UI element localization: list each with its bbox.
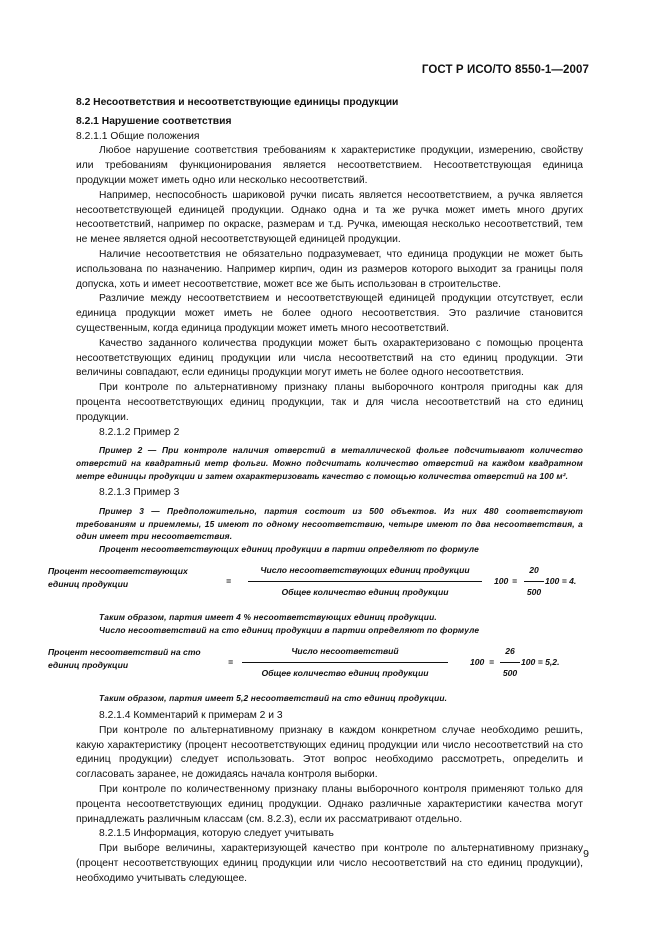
example-3-text: Пример 3 — Предположительно, партия состоит из 500 объектов. Из них 480 соответствуют требованиям и приемлемы, 15 имеют по одному несоответствию, четыре имеют по два несоответствия, а один имеет три несоответствия.	[76, 505, 583, 542]
formula-lhs: Процент несоответствий на сто единиц продукции	[48, 647, 201, 671]
paragraph: При выборе величины, характеризующей качество при контроле по альтернативному признаку (процент несоответствующих единиц продукции или число несоответствий на сто единиц продукции), необходимо учитывать следующее.	[76, 843, 583, 884]
paragraph: При контроле по альтернативному признаку в каждом конкретном случае необходимо решить, какую характеристику (процент несоответствующих единиц продукции или число несоответствий на сто единиц продукции) следует использовать. Этот вопрос необходимо рассмотреть, определить и согласовать заранее, не дожидаясь начала контроля выборки.	[76, 724, 583, 781]
section-heading-8-2-1-1: 8.2.1.1 Общие положения	[76, 130, 200, 142]
formula-small-fraction: $\frac{26}{500}$	[500, 644, 520, 681]
paragraph: Различие между несоответствием и несоответствующей единицей продукции отсутствует, если единица продукции может иметь не более одного несоответствия. Это различие становится существенным, когда единица продукции может иметь много несоответствий.	[76, 293, 583, 334]
section-heading-8-2-1-5: 8.2.1.5 Информация, которую следует учитывать	[99, 828, 334, 840]
section-heading-8-2: 8.2 Несоответствия и несоответствующие единицы продукции	[76, 97, 399, 108]
formula-lhs: Процент несоответствующих единиц продукции	[48, 566, 188, 589]
formula-2-intro: Число несоответствий на сто единиц продукции в партии определяют по формуле	[99, 624, 480, 635]
formula-fraction: Число несоответствующих единиц продукции Общее количество единиц продукции	[248, 563, 482, 600]
section-heading-8-2-1-4: 8.2.1.4 Комментарий к примерам 2 и 3	[99, 710, 283, 722]
paragraph: Качество заданного количества продукции может быть охарактеризовано с помощью процента несоответствующих единиц продукции или числа несоответствий на сто единиц продукции. Эти величины совпадают, если единицы продукции могут иметь не более одного несоответствия.	[76, 337, 583, 379]
paragraph: При контроле по альтернативному признаку планы выборочного контроля пригодны как для процента несоответствующих единиц продукции, так и для числа несоответствий на сто единиц продукции.	[76, 382, 583, 423]
formula-1-intro: Процент несоответствующих единиц продукции в партии определяют по формуле	[99, 543, 479, 554]
formula-1-result: Таким образом, партия имеет 4 % несоответствующих единиц продукции.	[99, 612, 437, 623]
paragraph: Например, неспособность шариковой ручки писать является несоответствием, а ручка является несоответствующей единицей продукции. Однако одна и та же ручка может иметь много других несоответствий, например по окраске, размерам и т.д. Ручка, имеющая несколько несоответствий, тем не менее является одной несоответствующей единицей продукции.	[76, 189, 583, 246]
section-heading-8-2-1-3: 8.2.1.3 Пример 3	[99, 487, 180, 499]
page-number: 9	[583, 848, 589, 860]
formula-2-result: Таким образом, партия имеет 5,2 несоответствий на сто единиц продукции.	[99, 693, 448, 704]
document-header: ГОСТ Р ИСО/ТО 8550-1—2007	[421, 64, 589, 76]
formula-nonconformities-per-hundred: Процент несоответствий на сто единиц продукции = Число несоответствий Общее количество единиц продукции 100 = $\frac{26}{500}$ 100 = 5,2.	[76, 644, 583, 684]
formula-percent-nonconforming: Процент несоответствующих единиц продукции = Число несоответствующих единиц продукции Общее количество единиц продукции 100 = $\frac{20}{500}$ 100 = 4.	[76, 563, 583, 603]
paragraph: Любое нарушение соответствия требованиям к характеристике продукции, измерению, свойству или требованиям функционирования является несоответствием. Несоответствующая единица продукции может иметь одно или несколько несоответствий.	[76, 145, 583, 186]
section-heading-8-2-1-2: 8.2.1.2 Пример 2	[99, 426, 180, 438]
formula-fraction: Число несоответствий Общее количество единиц продукции	[242, 644, 448, 681]
document-body	[48, 96, 583, 887]
section-heading-8-2-1: 8.2.1 Нарушение соответствия	[76, 115, 232, 127]
paragraph: При контроле по количественному признаку планы выборочного контроля применяют только для процента несоответствующих единиц продукции. Однако различные характеристики качества могут принадлежать различным классам (см. 8.2.3), если их рассматривают отдельно.	[76, 784, 583, 825]
formula-small-fraction: $\frac{20}{500}$	[524, 563, 544, 600]
example-2-text: Пример 2 — При контроле наличия отверстий в металлической фольге подсчитывают количество отверстий на квадратный метр фольги. Можно подсчитать количество отверстий на каждом квадратном метре единицы продукции и затем охарактеризовать качество с помощью количества отверстий на 100 м².	[76, 445, 583, 481]
paragraph: Наличие несоответствия не обязательно подразумевает, что единица продукции не может быть использована по назначению. Например кирпич, один из размеров которого выходит за границы поля допуска, хоть и имеет несоответствие, может все же быть использован в строительстве.	[76, 248, 583, 290]
